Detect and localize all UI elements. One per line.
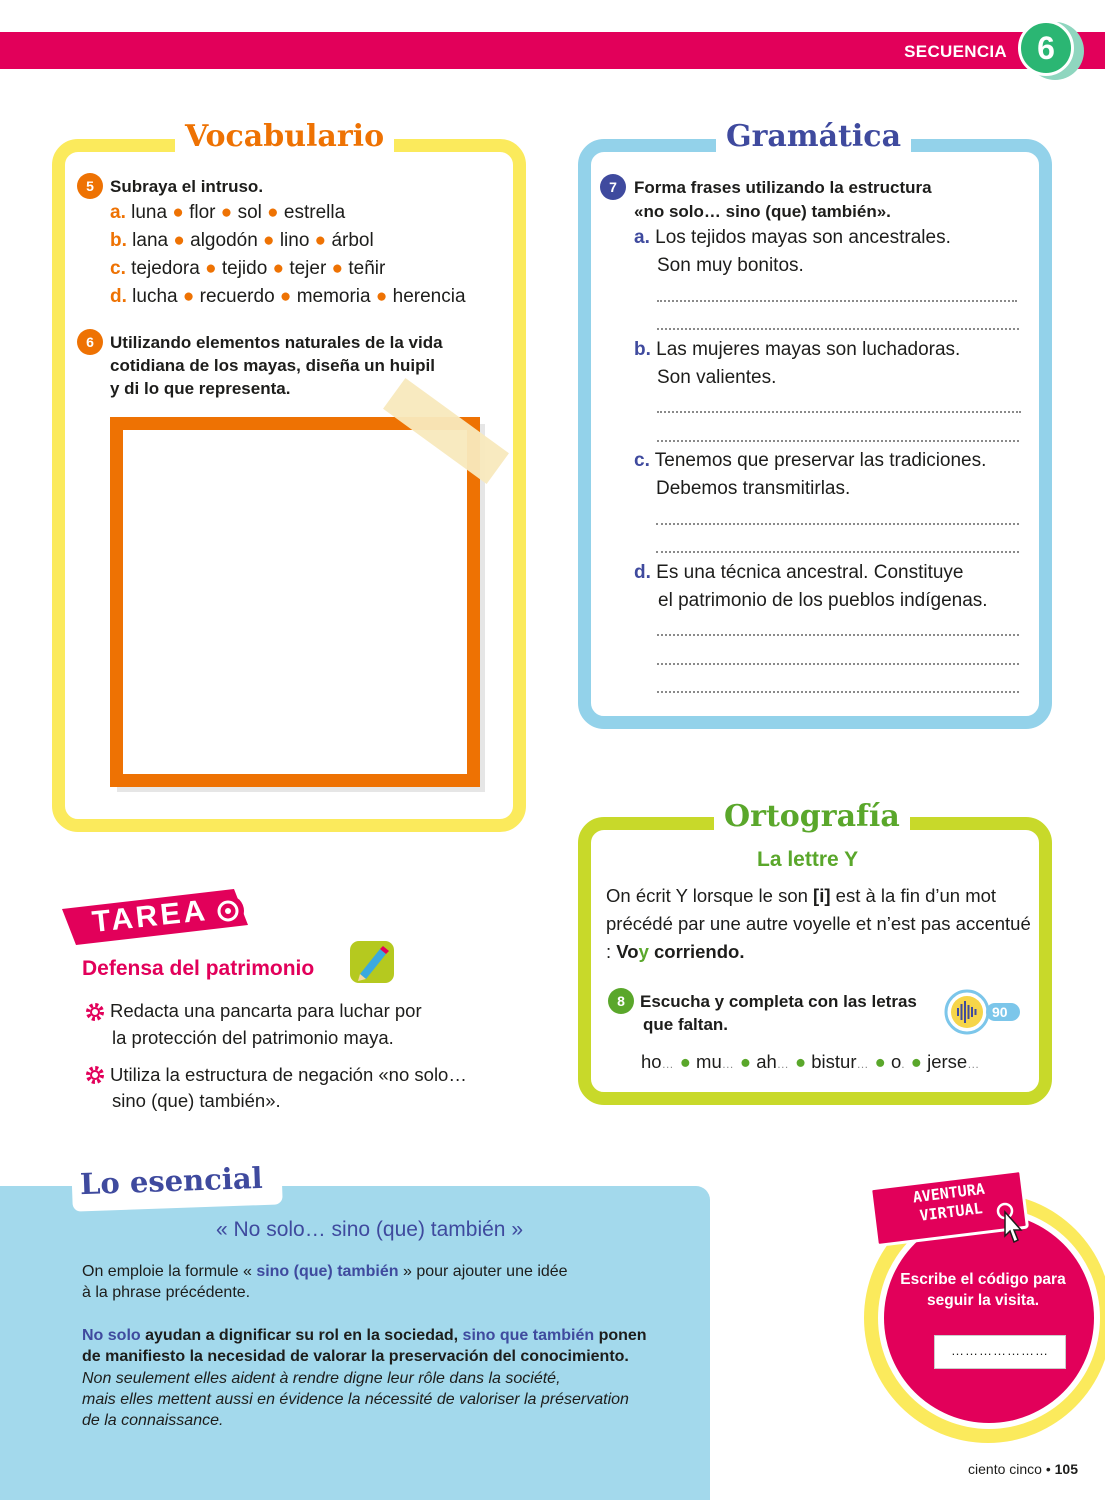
- blank[interactable]: …: [776, 1057, 790, 1071]
- exercise-5-number: 5: [77, 173, 103, 199]
- exercise-5-instruction: Subraya el intruso.: [110, 177, 264, 196]
- highlight: sino (que) también: [256, 1263, 399, 1280]
- exercise-6-instruction-line-2: cotidiana de los mayas, diseña un huipil: [110, 356, 435, 375]
- aventura-disc: [884, 1213, 1094, 1423]
- aventura-label-line-1: AVENTURA: [911, 1179, 986, 1207]
- gramatica-title: Gramática: [716, 118, 911, 156]
- text: ayudan a dignificar su rol en la sociedad,: [140, 1327, 463, 1344]
- example-text: Vo: [616, 941, 639, 962]
- aventura-label-line-2: VIRTUAL: [918, 1199, 984, 1225]
- exercise-8-words: ho… ● mu… ● ah… ● bistur… ● o. ● jerse…: [641, 1051, 981, 1072]
- code-input[interactable]: …………………: [934, 1335, 1066, 1369]
- gear-icon: [84, 1001, 106, 1023]
- ortografia-title: Ortografía: [714, 798, 910, 836]
- answer-line[interactable]: [657, 634, 1019, 636]
- sequence-number-badge: 6: [1018, 20, 1074, 76]
- word[interactable]: lana: [132, 230, 169, 251]
- item-letter: c.: [110, 258, 126, 279]
- exercise-5-item-a: a. luna ● flor ● sol ● estrella: [110, 202, 346, 223]
- ortografia-rule: [606, 882, 1038, 966]
- exercise-8-instruction-line-1: Escucha y completa con las letras: [640, 992, 917, 1011]
- esencial-paragraph-1: [82, 1261, 692, 1282]
- exercise-7-item-b-line-1: [634, 336, 960, 364]
- answer-line[interactable]: [657, 691, 1019, 693]
- page-footer: ciento cinco • 105: [968, 1461, 1078, 1477]
- audio-track-icon[interactable]: [944, 989, 1022, 1035]
- exercise-7-item-c-line-1: [634, 447, 986, 475]
- exercise-7-number: 7: [600, 174, 626, 200]
- exercise-6-number: 6: [77, 329, 103, 355]
- exercise-8-number: 8: [608, 988, 634, 1014]
- pencil-icon: [350, 941, 394, 983]
- sentence: Tenemos que preservar las tradiciones.: [654, 450, 987, 471]
- word[interactable]: tejedora: [131, 258, 200, 279]
- sequence-label: SECUENCIA: [904, 42, 1007, 61]
- blank[interactable]: .: [901, 1057, 906, 1071]
- sentence: Es una técnica ancestral. Constituye: [656, 562, 964, 583]
- esencial-translation-line-2: mais elles mettent aussi en évidence la nécessité de valoriser la préservation: [82, 1391, 629, 1408]
- item-letter: c.: [634, 450, 650, 471]
- answer-line[interactable]: [657, 440, 1019, 442]
- answer-line[interactable]: [656, 551, 1019, 553]
- word[interactable]: memoria: [296, 286, 371, 307]
- fill-word: bistur: [811, 1051, 857, 1072]
- tarea-subtitle: Defensa del patrimonio: [82, 957, 315, 980]
- exercise-5-item-c: c. tejedora ● tejido ● tejer ● teñir: [110, 258, 386, 279]
- esencial-translation-line-1: Non seulement elles aident à rendre digne leur rôle dans la société,: [82, 1370, 561, 1387]
- ortografia-subtitle: La lettre Y: [757, 848, 859, 871]
- blank[interactable]: …: [856, 1057, 870, 1071]
- word[interactable]: estrella: [283, 202, 346, 223]
- tarea-label: TAREA: [90, 894, 210, 939]
- word[interactable]: teñir: [348, 258, 386, 279]
- answer-line[interactable]: [656, 523, 1019, 525]
- fill-word: mu: [696, 1051, 722, 1072]
- answer-line[interactable]: [657, 663, 1019, 665]
- esencial-paragraph-2-line-2: de manifiesto la necesidad de valorar la preservación del conocimiento.: [82, 1348, 629, 1365]
- item-letter: b.: [634, 339, 651, 360]
- item-letter: d.: [634, 562, 651, 583]
- answer-line[interactable]: [657, 300, 1017, 302]
- word[interactable]: lucha: [132, 286, 178, 307]
- word[interactable]: recuerdo: [199, 286, 275, 307]
- blank[interactable]: …: [721, 1057, 735, 1071]
- sentence: Las mujeres mayas son luchadoras.: [656, 339, 961, 360]
- tarea-item-2-line-1: Utiliza la estructura de negación «no solo…: [110, 1064, 467, 1085]
- example-text: corriendo.: [648, 941, 745, 962]
- item-letter: a.: [634, 227, 650, 248]
- esencial-paragraph-1-line-2: à la phrase précédente.: [82, 1284, 251, 1301]
- fill-word: jerse: [927, 1051, 968, 1072]
- word[interactable]: herencia: [392, 286, 466, 307]
- blank[interactable]: …: [661, 1057, 675, 1071]
- exercise-7-item-a-line-1: [634, 224, 951, 252]
- vocabulario-title: Vocabulario: [175, 118, 394, 156]
- sentence: Los tejidos mayas son ancestrales.: [655, 227, 951, 248]
- page-number: 105: [1054, 1461, 1078, 1477]
- huipil-drawing-area[interactable]: [110, 417, 480, 787]
- tarea-item-1-line-1: Redacta una pancarta para luchar por: [110, 1000, 422, 1021]
- word[interactable]: sol: [237, 202, 262, 223]
- fill-word: ho: [641, 1051, 662, 1072]
- word[interactable]: algodón: [190, 230, 258, 251]
- rule-sound: [i]: [813, 885, 831, 906]
- word[interactable]: lino: [279, 230, 310, 251]
- tarea-item-2-line-2: sino (que) también».: [112, 1090, 281, 1111]
- exercise-8-instruction-line-2: que faltan.: [643, 1015, 729, 1034]
- word[interactable]: flor: [189, 202, 216, 223]
- rule-text: On écrit Y lorsque le son: [606, 885, 814, 906]
- text: » pour ajouter une idée: [398, 1263, 568, 1280]
- audio-track-number: 90: [992, 1004, 1008, 1020]
- exercise-7-item-a-line-2: Son muy bonitos.: [657, 255, 804, 276]
- word[interactable]: árbol: [331, 230, 374, 251]
- exercise-7-instruction-line-1: Forma frases utilizando la estructura: [634, 178, 932, 197]
- exercise-5-item-d: d. lucha ● recuerdo ● memoria ● herencia: [110, 286, 466, 307]
- page-number-words: ciento cinco: [968, 1461, 1042, 1477]
- word[interactable]: luna: [131, 202, 168, 223]
- item-letter: a.: [110, 202, 126, 223]
- exercise-6-instruction-line-3: y di lo que representa.: [110, 379, 291, 398]
- lo-esencial-title: Lo esencial: [79, 1160, 264, 1202]
- word[interactable]: tejido: [221, 258, 268, 279]
- aventura-instruction: Escribe el código para seguir la visita.: [900, 1271, 1066, 1309]
- answer-line[interactable]: [657, 411, 1021, 413]
- word[interactable]: tejer: [289, 258, 327, 279]
- tarea-tag: [62, 887, 254, 945]
- highlight: sino que también: [462, 1327, 595, 1344]
- exercise-7-instruction-line-2: «no solo… sino (que) también».: [634, 202, 891, 221]
- fill-word: o: [890, 1051, 902, 1072]
- tarea-item-1-line-2: la protección del patrimonio maya.: [112, 1027, 394, 1048]
- answer-line[interactable]: [657, 328, 1019, 330]
- example-y: y: [638, 941, 649, 962]
- exercise-7-item-b-line-2: Son valientes.: [657, 367, 777, 388]
- rule-text: est à la fin d’un mot précédé par une autre voyelle et n’est pas accentué :: [606, 885, 1031, 962]
- exercise-7-item-d-line-2: el patrimonio de los pueblos indígenas.: [658, 590, 988, 611]
- item-letter: b.: [110, 230, 127, 251]
- esencial-translation-line-3: de la connaissance.: [82, 1412, 224, 1429]
- text: ponen: [594, 1327, 647, 1344]
- exercise-5-item-b: b. lana ● algodón ● lino ● árbol: [110, 230, 374, 251]
- lo-esencial-subtitle: « No solo… sino (que) también »: [216, 1218, 523, 1241]
- exercise-6-instruction-line-1: Utilizando elementos naturales de la vida: [110, 333, 443, 352]
- text: On emploie la formule «: [82, 1263, 257, 1280]
- highlight: No solo: [82, 1327, 141, 1344]
- fill-word: ah: [756, 1051, 777, 1072]
- item-letter: d.: [110, 286, 127, 307]
- gear-icon: [84, 1064, 106, 1086]
- exercise-7-item-c-line-2: Debemos transmitirlas.: [656, 478, 851, 499]
- blank[interactable]: …: [967, 1057, 981, 1071]
- esencial-paragraph-2: [82, 1325, 692, 1346]
- cursor-click-icon: [996, 1200, 1026, 1250]
- exercise-7-item-d-line-1: [634, 559, 964, 587]
